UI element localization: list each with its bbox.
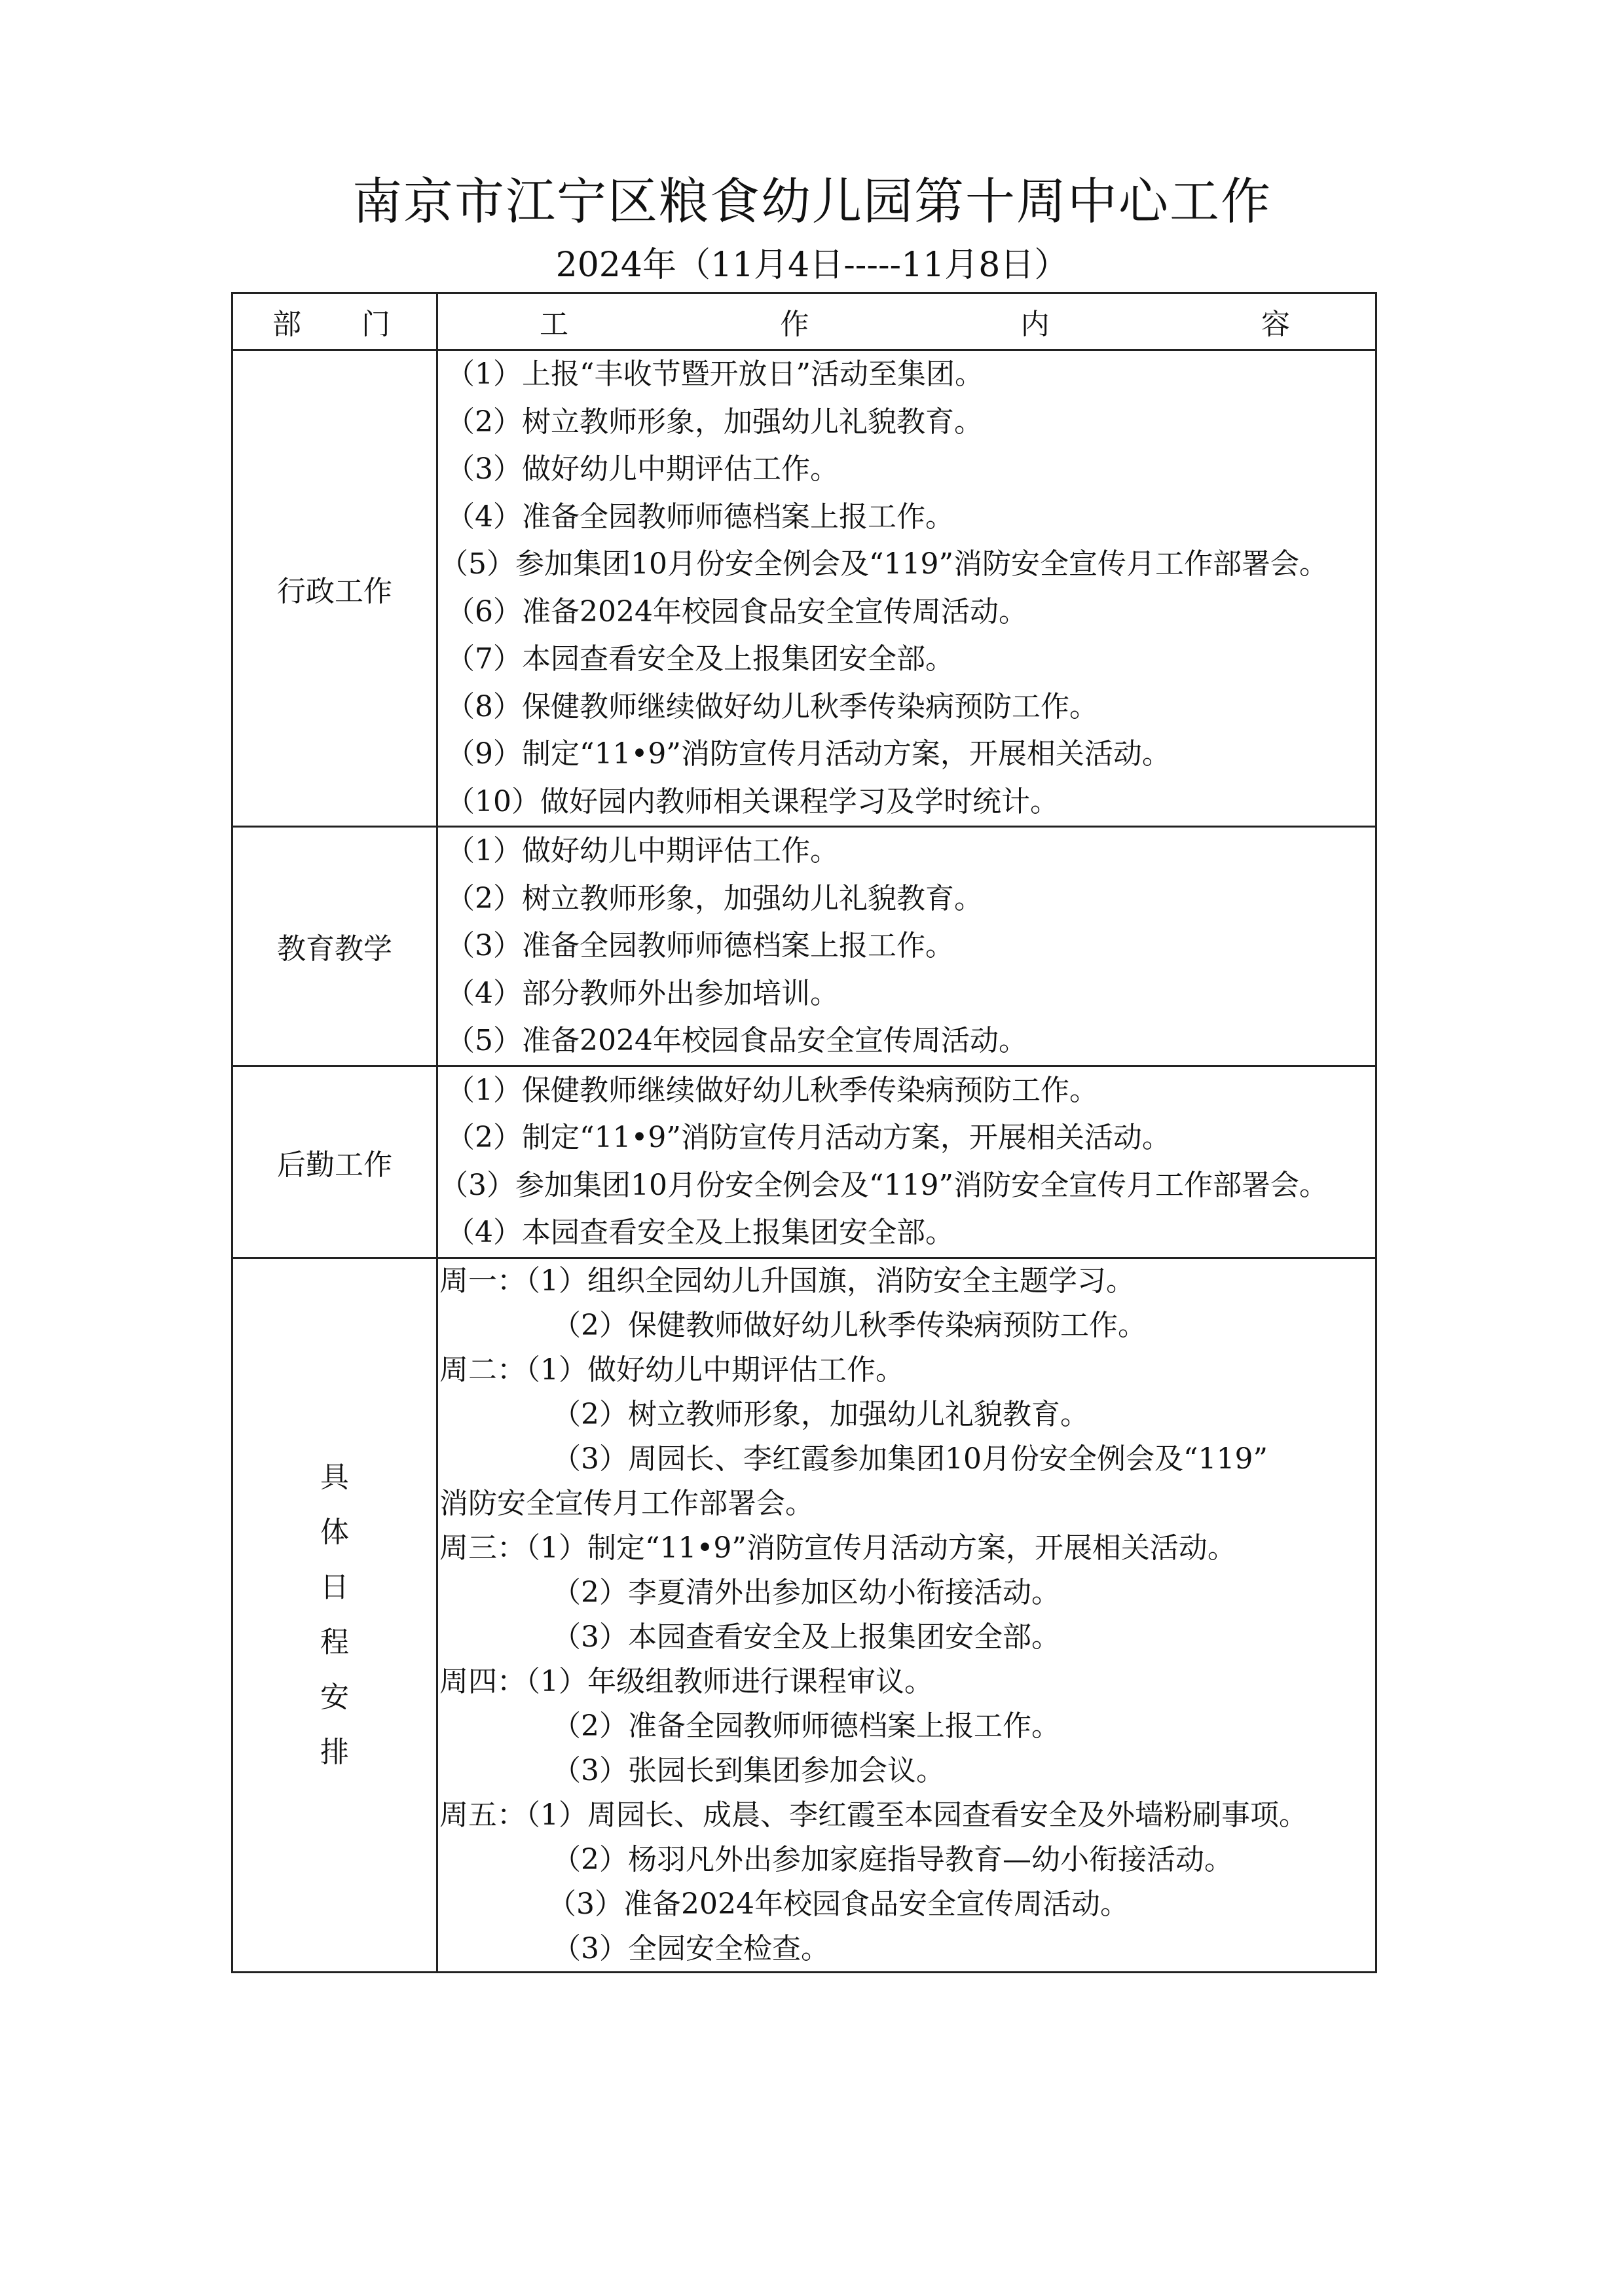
list-item: （1）做好幼儿中期评估工作。: [446, 834, 839, 867]
vertical-char: 程: [320, 1625, 349, 1659]
dept-cell-vertical: [232, 1258, 437, 1972]
dept-cell: 教育教学: [232, 827, 437, 1066]
schedule-line: 周二：（1）做好幼儿中期评估工作。: [439, 1353, 904, 1387]
list-item: （3）准备全园教师师德档案上报工作。: [446, 929, 954, 962]
document-title: 南京市江宁区粮食幼儿园第十周中心工作: [352, 172, 1272, 230]
list-item: （9）制定“11•9”消防宣传月活动方案，开展相关活动。: [446, 737, 1171, 771]
schedule-line: （3）全园安全检查。: [552, 1931, 830, 1965]
schedule-line: （3）本园查看安全及上报集团安全部。: [552, 1620, 1060, 1654]
section-row-logistics: [232, 1066, 1376, 1258]
schedule-line: 周五：（1）周园长、成晨、李红霞至本园查看安全及外墙粉刷事项。: [439, 1798, 1308, 1832]
header-department: [232, 293, 437, 350]
list-item: （1）保健教师继续做好幼儿秋季传染病预防工作。: [446, 1073, 1098, 1107]
header-work-char: 内: [1020, 308, 1050, 341]
list-item: （2）树立教师形象，加强幼儿礼貌教育。: [446, 881, 983, 915]
dept-cell: 后勤工作: [232, 1066, 437, 1258]
schedule-line: （2）杨羽凡外出参加家庭指导教育—幼小衔接活动。: [552, 1842, 1233, 1876]
list-item: （8）保健教师继续做好幼儿秋季传染病预防工作。: [446, 689, 1098, 723]
vertical-char: 体: [320, 1515, 349, 1549]
list-item: （4）部分教师外出参加培训。: [446, 976, 839, 1010]
schedule-line: （2）准备全园教师师德档案上报工作。: [552, 1709, 1060, 1743]
schedule-line: 消防安全宣传月工作部署会。: [439, 1486, 814, 1520]
section-row-daily-schedule: [232, 1258, 1376, 1972]
schedule-line: 周四：（1）年级组教师进行课程审议。: [439, 1664, 933, 1698]
header-work-char: 作: [780, 308, 809, 341]
list-item: （2）制定“11•9”消防宣传月活动方案，开展相关活动。: [446, 1121, 1171, 1154]
list-item: （5）参加集团10月份安全例会及“119”消防安全宣传月工作部署会。: [439, 547, 1328, 581]
header-dept-char: 门: [361, 308, 390, 341]
schedule-line: （3）周园长、李红霞参加集团10月份安全例会及“119”: [552, 1442, 1268, 1476]
header-work-char: 容: [1261, 308, 1290, 341]
dept-cell: 行政工作: [232, 350, 437, 827]
section-row-admin: [232, 350, 1376, 827]
schedule-line: （3）准备2024年校园食品安全宣传周活动。: [547, 1887, 1129, 1921]
header-work-char: 工: [540, 308, 568, 341]
table-header-row: [232, 293, 1376, 350]
schedule-line: （2）李夏清外出参加区幼小衔接活动。: [552, 1575, 1060, 1609]
vertical-char: 日: [320, 1570, 349, 1604]
schedule-line: 周三：（1）制定“11•9”消防宣传月活动方案，开展相关活动。: [439, 1531, 1236, 1565]
list-item: （7）本园查看安全及上报集团安全部。: [446, 642, 954, 676]
vertical-char: 安: [320, 1680, 349, 1714]
items-cell: [437, 827, 1376, 1066]
list-item: （1）上报“丰收节暨开放日”活动至集团。: [446, 357, 984, 391]
section-row-education: [232, 827, 1376, 1066]
list-item: （3）做好幼儿中期评估工作。: [446, 452, 839, 486]
list-item: （6）准备2024年校园食品安全宣传周活动。: [446, 594, 1027, 629]
schedule-line: （2）树立教师形象，加强幼儿礼貌教育。: [552, 1397, 1089, 1431]
vertical-char: 排: [320, 1735, 349, 1769]
header-work-content: [437, 293, 1376, 350]
list-item: （10）做好园内教师相关课程学习及学时统计。: [446, 784, 1059, 818]
list-item: （4）准备全园教师师德档案上报工作。: [446, 500, 954, 534]
items-cell: [437, 350, 1376, 827]
header-dept-char: 部: [272, 308, 301, 341]
items-cell: [437, 1066, 1376, 1258]
date-range-subtitle: 2024年（11月4日-----11月8日）: [555, 246, 1069, 285]
list-item: （5）准备2024年校园食品安全宣传周活动。: [446, 1024, 1027, 1057]
vertical-char: 具: [320, 1460, 349, 1494]
list-item: （4）本园查看安全及上报集团安全部。: [446, 1216, 954, 1249]
schedule-line: 周一：（1）组织全园幼儿升国旗，消防安全主题学习。: [439, 1264, 1135, 1298]
list-item: （2）树立教师形象，加强幼儿礼貌教育。: [446, 405, 983, 439]
schedule-cell: [437, 1258, 1376, 1972]
schedule-line: （3）张园长到集团参加会议。: [552, 1753, 945, 1787]
list-item: （3）参加集团10月份安全例会及“119”消防安全宣传月工作部署会。: [439, 1168, 1328, 1202]
schedule-line: （2）保健教师做好幼儿秋季传染病预防工作。: [552, 1308, 1147, 1342]
work-schedule-table: [231, 292, 1377, 1973]
